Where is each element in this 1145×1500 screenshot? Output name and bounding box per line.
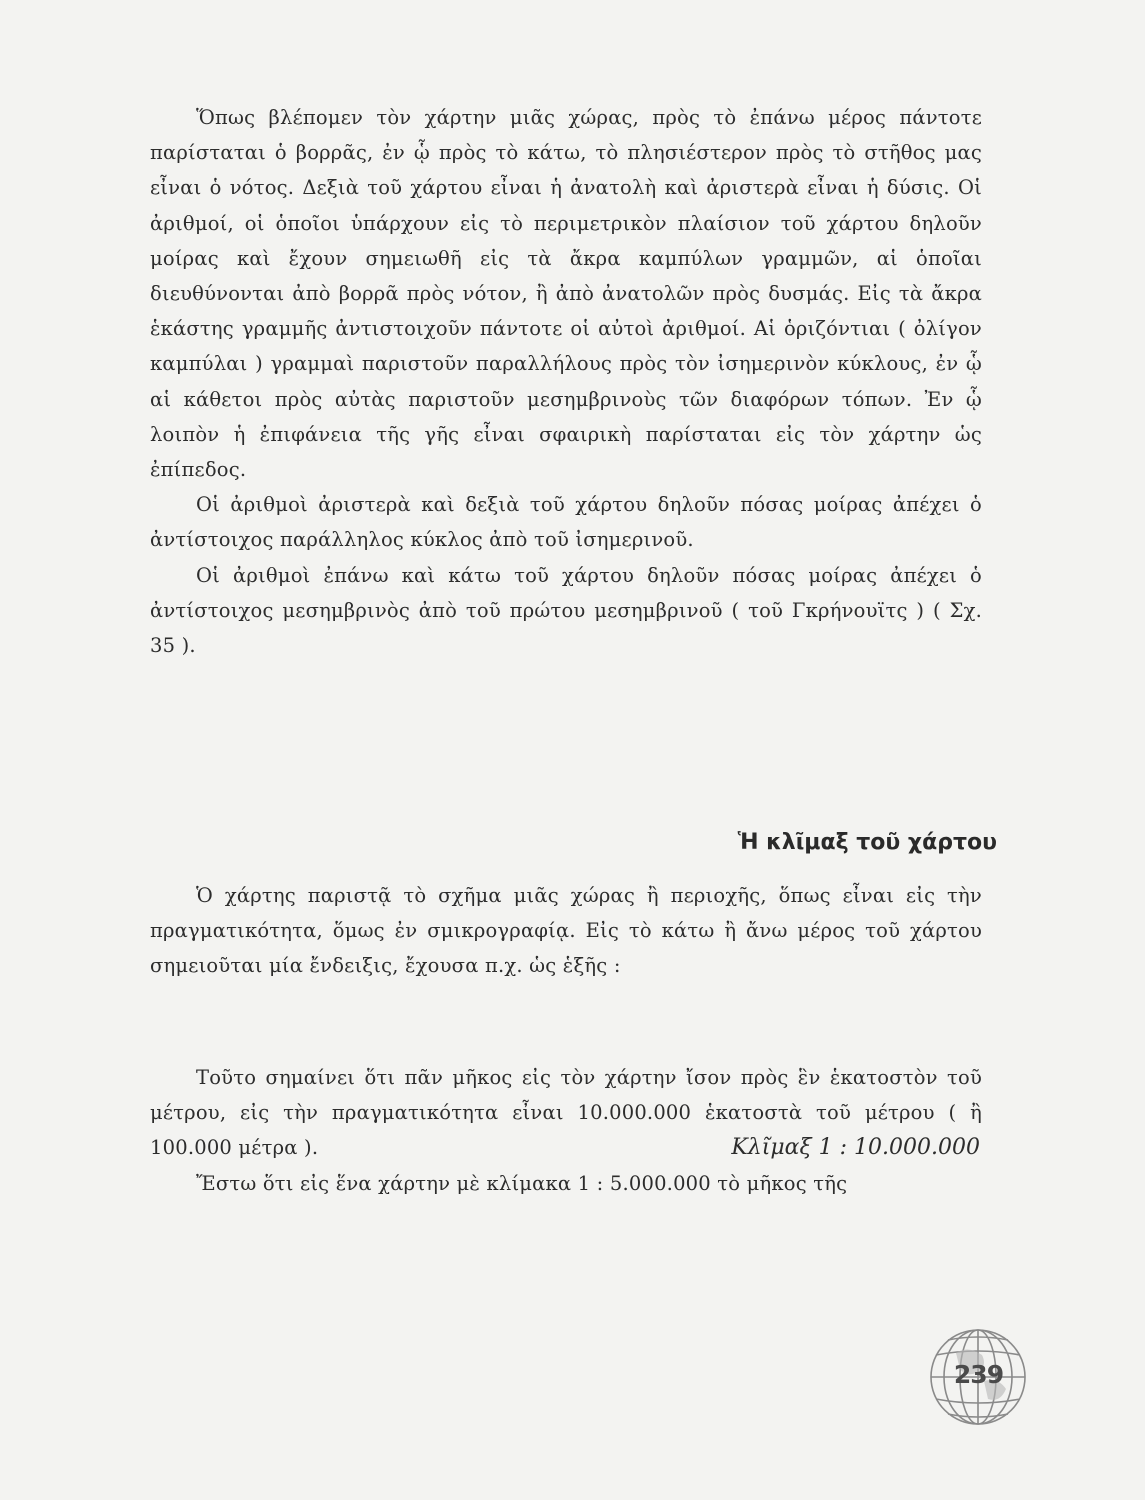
body-text-bottom: [150, 1060, 982, 1201]
body-text-intro: [150, 878, 982, 984]
paragraph-scale-meaning: Τοῦτο σημαίνει ὅτι πᾶν μῆκος εἰς τὸν χάρτην ἴσον πρὸς ἓν ἑκατοστὸν τοῦ μέτρου, εἰς τὴν πραγματικότητα εἶναι 10.000.000 ἑκατοστὰ τοῦ μέτρου ( ἢ 100.000 μέτρα ).: [150, 1066, 982, 1160]
page-number: 239: [953, 1360, 1004, 1389]
paragraph-longitude: Οἱ ἀριθμοὶ ἐπάνω καὶ κάτω τοῦ χάρτου δηλοῦν πόσας μοίρας ἀπέχει ὁ ἀντίστοιχος μεσημβρινὸς ἀπὸ τοῦ πρώτου μεσημβρινοῦ ( τοῦ Γκρήνουϊτς ) ( Σχ. 35 ).: [150, 563, 982, 658]
page-number-badge: [926, 1325, 1031, 1430]
body-text-top: [150, 100, 982, 663]
scale-example: Κλῖμαξ 1 : 10.000.000: [731, 1135, 980, 1160]
paragraph-map-scale-intro: Ὁ χάρτης παριστᾷ τὸ σχῆμα μιᾶς χώρας ἢ περιοχῆς, ὅπως εἶναι εἰς τὴν πραγματικότητα, ὅμως ἐν σμικρογραφίᾳ. Εἰς τὸ κάτω ἢ ἄνω μέρος τοῦ χάρτου σημειοῦται μία ἔνδειξις, ἔχουσα π.χ. ὡς ἑξῆς :: [150, 884, 982, 978]
paragraph-orientation: Ὅπως βλέπομεν τὸν χάρτην μιᾶς χώρας, πρὸς τὸ ἐπάνω μέρος πάντοτε παρίσταται ὁ βορρᾶς, ἐν ᾧ πρὸς τὸ κάτω, τὸ πλησιέστερον πρὸς τὸ στῆθος μας εἶναι ὁ νότος. Δεξιὰ τοῦ χάρτου εἶναι ἡ ἀνατολὴ καὶ ἀριστερὰ εἶναι ἡ δύσις. Οἱ ἀριθμοί, οἱ ὁποῖοι ὑπάρχουν εἰς τὸ περιμετρικὸν πλαίσιον τοῦ χάρτου δηλοῦν μοίρας καὶ ἔχουν σημειωθῆ εἰς τὰ ἄκρα καμπύλων γραμμῶν, αἱ ὁποῖαι διευθύνονται ἀπὸ βορρᾶ πρὸς νότον, ἢ ἀπὸ ἀνατολῶν πρὸς δυσμάς. Εἰς τὰ ἄκρα ἑκάστης γραμμῆς ἀντιστοιχοῦν πάντοτε οἱ αὐτοὶ ἀριθμοί. Αἱ ὁριζόντιαι ( ὀλίγον καμπύλαι ) γραμμαὶ παριστοῦν παραλλήλους πρὸς τὸν ἰσημερινὸν κύκλους, ἐν ᾧ αἱ κάθετοι πρὸς αὐτὰς παριστοῦν μεσημβρινοὺς τῶν διαφόρων τόπων. Ἐν ᾧ λοιπὸν ἡ ἐπιφάνεια τῆς γῆς εἶναι σφαιρικὴ παρίσταται εἰς τὸν χάρτην ὡς ἐπίπεδος.: [150, 106, 982, 482]
paragraph-latitude: Οἱ ἀριθμοὶ ἀριστερὰ καὶ δεξιὰ τοῦ χάρτου δηλοῦν πόσας μοίρας ἀπέχει ὁ ἀντίστοιχος παράλληλος κύκλος ἀπὸ τοῦ ἰσημερινοῦ.: [150, 493, 982, 552]
paragraph-scale-example: Ἔστω ὅτι εἰς ἕνα χάρτην μὲ κλίμακα 1 : 5.000.000 τὸ μῆκος τῆς: [196, 1171, 848, 1195]
section-heading: Ἡ κλῖμαξ τοῦ χάρτου: [737, 830, 997, 855]
